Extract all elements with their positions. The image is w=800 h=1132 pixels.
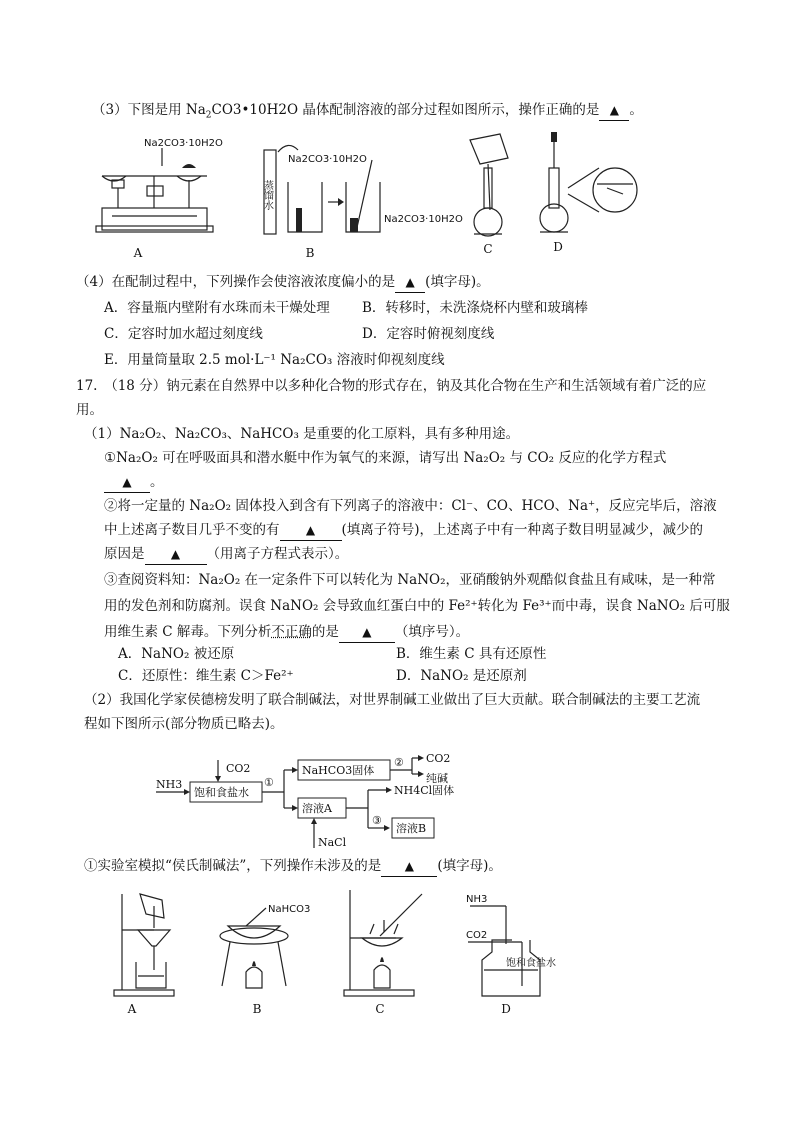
text: (填字母)。 [425, 274, 490, 290]
co2-out-label: CO2 [426, 752, 451, 765]
nacl-label: NaCl [318, 836, 347, 849]
q16-part4-line [76, 272, 490, 293]
choice-c: C．还原性：维生素 C＞Fe²⁺ [118, 668, 294, 684]
reagent-label-2: Na2CO3·10H2O [384, 214, 463, 225]
option-a: A．容量瓶内壁附有水珠而未干燥处理 [104, 300, 330, 316]
caption-b: B [305, 246, 315, 260]
text: （3）下图是用 Na [92, 102, 206, 118]
q17-part1b-3 [104, 544, 348, 565]
nh3-label: NH3 [466, 894, 488, 905]
solid-label: NaHCO3固体 [302, 764, 375, 777]
step3-label: ③ [372, 814, 382, 827]
q17-part1b-2 [104, 520, 703, 541]
answer-blank[interactable] [395, 272, 425, 293]
q17-part1c-2: 用的发色剂和防腐剂。误食 NaNO₂ 会导致血红蛋白中的 Fe²⁺转化为 Fe³⁺而中毒，误食 NaNO₂ 后可服 [104, 598, 730, 614]
text: (填字母)。 [437, 858, 502, 874]
soda-label: 纯碱 [426, 772, 448, 785]
caption2-c: C [375, 1002, 385, 1016]
filtration-figure [108, 890, 188, 1000]
text: 的是 [311, 624, 339, 640]
text: （4）在配制过程中，下列操作会使溶液浓度偏小的是 [76, 274, 396, 290]
answer-blank[interactable] [280, 520, 342, 541]
q17-part1a-answer [104, 472, 164, 493]
q17-head-2: 用。 [76, 402, 103, 418]
triangle-mark: ▲ [305, 523, 316, 537]
text: 中上述离子数目几乎不变的有 [104, 522, 280, 538]
balance-figure [92, 138, 222, 238]
formula: CO3•10H2O [211, 102, 299, 118]
q17-part2a [84, 856, 502, 877]
triangle-mark: ▲ [362, 625, 372, 639]
text: 晶体配制溶液的部分过程如图所示，操作正确的是 [298, 102, 600, 118]
triangle-mark: ▲ [170, 547, 181, 561]
answer-blank[interactable] [145, 544, 207, 565]
q17-part2-1: （2）我国化学家侯德榜发明了联合制碱法，对世界制碱工业做出了巨大贡献。联合制碱法的主要工艺流 [84, 692, 701, 708]
step2-label: ② [394, 756, 404, 769]
transfer-figure [460, 130, 530, 240]
triangle-mark: ▲ [122, 475, 132, 489]
triangle-mark: ▲ [609, 103, 619, 117]
triangle-mark: ▲ [405, 275, 415, 289]
flow-diagram [150, 752, 480, 852]
step1-label: ① [264, 776, 274, 789]
q17-head: 17. （18 分）钠元素在自然界中以多种化合物的形式存在，钠及其化合物在生产和生活领域有着广泛的应 [76, 378, 707, 394]
caption-a: A [133, 246, 143, 260]
answer-blank[interactable] [104, 472, 150, 493]
caption-c: C [483, 242, 493, 256]
text: 用维生素 C 解毒。下列分析 [104, 624, 272, 640]
reagent-label: NaHCO3 [268, 904, 311, 915]
gas-bottle-figure [456, 890, 566, 1000]
q17-part1: （1）Na₂O₂、Na₂CO₃、NaHCO₃ 是重要的化工原料，具有多种用途。 [84, 426, 520, 442]
q17-part1b-1: ②将一定量的 Na₂O₂ 固体投入到含有下列离子的溶液中：Cl⁻、CO、HCO、Na⁺，反应完毕后，溶液 [104, 498, 717, 514]
option-e: E．用量筒量取 2.5 mol·L⁻¹ Na₂CO₃ 溶液时仰视刻度线 [104, 352, 445, 368]
evaporation-figure [340, 886, 430, 1000]
choice-d: D．NaNO₂ 是还原剂 [396, 668, 527, 684]
caption2-a: A [127, 1002, 137, 1016]
heating-figure [210, 896, 320, 1000]
caption2-d: D [501, 1002, 511, 1016]
brine-label: 饱和食盐水 [194, 786, 249, 799]
text: 原因是 [104, 546, 145, 562]
text: (填离子符号)，上述离子中有一种离子数目明显减少，减少的 [341, 522, 704, 538]
text: 。 [150, 474, 164, 490]
q17-part1c-1: ③查阅资料知：Na₂O₂ 在一定条件下可以转化为 NaNO₂，亚硝酸钠外观酷似食盐且有咸味，是一种常 [104, 572, 716, 588]
option-c: C．定容时加水超过刻度线 [104, 326, 263, 342]
triangle-mark: ▲ [404, 859, 414, 873]
choice-a: A．NaNO₂ 被还原 [118, 646, 235, 662]
nh4cl-label: NH4Cl固体 [394, 784, 455, 797]
co2-label: CO2 [466, 930, 488, 941]
option-b: B．转移时，未洗涤烧杯内壁和玻璃棒 [362, 300, 588, 316]
q17-part1a: ①Na₂O₂ 可在呼吸面具和潜水艇中作为氧气的来源，请写出 Na₂O₂ 与 CO₂ 反应的化学方程式 [104, 450, 667, 466]
caption-d: D [553, 240, 563, 254]
text: （填序号）。 [394, 624, 470, 640]
nh3-label: NH3 [156, 778, 183, 791]
reagent-label: Na2CO3·10H2O [288, 154, 367, 165]
q16-part3-line: （3）下图是用 $Na_2CO3•10H2O$ 晶体配制溶液的部分过程如图所示，操作正确的是 ▲ 。 [92, 102, 643, 121]
reagent-label: Na2CO3·10H2O [144, 138, 223, 149]
q17-part1c-3 [104, 622, 469, 643]
text: （用离子方程式表示）。 [206, 546, 349, 562]
cylinder-label: 蒸馏水 [261, 180, 273, 210]
text: 。 [629, 102, 643, 118]
answer-blank[interactable] [339, 622, 395, 643]
text: ①实验室模拟“侯氏制碱法”，下列操作未涉及的是 [84, 858, 382, 874]
option-d: D．定容时俯视刻度线 [362, 326, 495, 342]
q17-part2-2: 程如下图所示(部分物质已略去)。 [84, 716, 284, 732]
answer-blank[interactable] [381, 856, 437, 877]
co2-label: CO2 [226, 762, 251, 775]
dropper-figure [535, 128, 645, 238]
solution-b-label: 溶液B [396, 822, 427, 835]
answer-blank[interactable] [599, 100, 629, 121]
choice-b: B．维生素 C 具有还原性 [396, 646, 547, 662]
solution-a-label: 溶液A [302, 802, 332, 815]
caption2-b: B [252, 1002, 262, 1016]
brine-label: 饱和食盐水 [506, 958, 556, 969]
emphasis-text: 不正确 [271, 624, 312, 640]
dissolving-figure [260, 140, 463, 240]
